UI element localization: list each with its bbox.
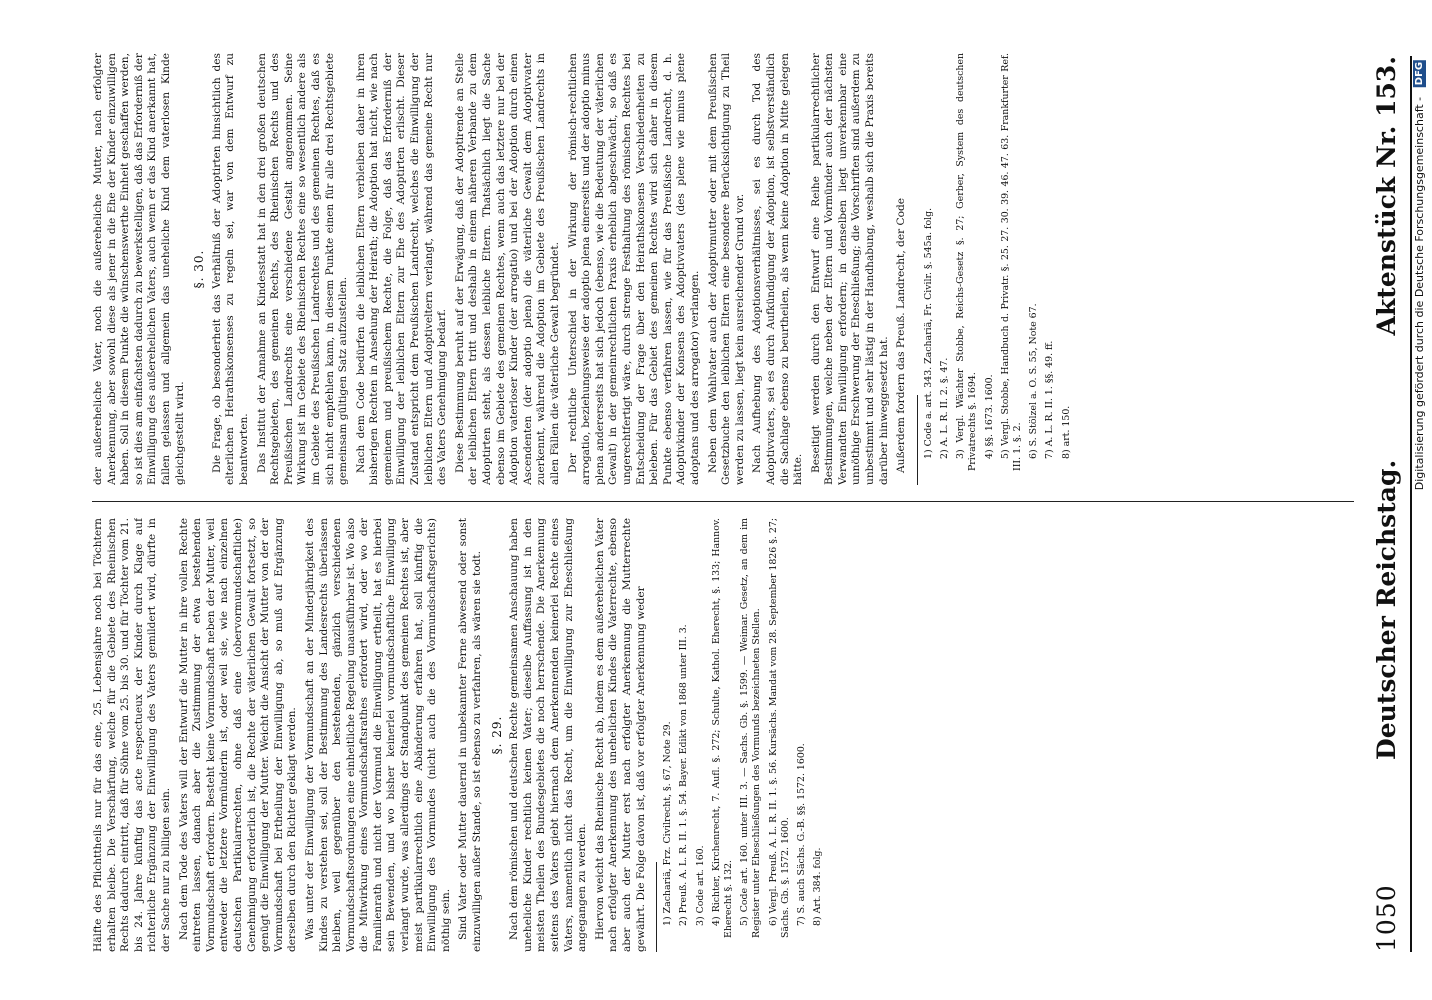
footnote-separator [917,395,918,485]
paragraph: Neben dem Wahlvater auch der Adoptivmutter oder mit dem Preußischen Gesetzbuche den leiblichen Eltern eine besondere Berücksichtigung zu Theil werden zu lassen, liegt kein ausreichender Grund vor. [706,53,746,485]
right-column [92,53,1354,485]
footnote: 6) Vergl. Preuß. A. L. R. II. 1. §. 56. Kursächs. Mandat vom 28. September 1826 §. 27; Sächs. Gb. §. 1572. 1600. [767,518,791,938]
column-divider [92,501,1354,502]
document-title: Aktenstück Nr. 153. [1371,56,1401,336]
paragraph: Beseitigt werden durch den Entwurf eine Reihe partikularrechtlicher Bestimmungen, welche neben der Eltern und Vormünder auch der nächsten Verwandten Einwilligung erfordern; in denselben liegt unverkennbar eine unnöthige Erschwerung der Eheschließung; die Vorschriften sind außerdem zu unbestimmt und sehr lästig in der Handhabung, weshalb sich die Praxis bereits darüber hinweggesetzt hat. [809,53,890,485]
footnote: 4) Richter, Kirchenrecht, 7. Aufl. §. 272; Schulte, Kathol. Eherecht, §. 133; Hannov. Eherecht §. 132. [710,518,734,938]
section-heading: §. 30. [192,249,207,289]
footnote: 4) §§. 1673. 1600. [983,374,995,459]
paragraph: Nach dem Code bedürfen die leiblichen Eltern verbleiben daher in ihren bisherigen Rechten in Ansehung der Heirath; die Adoption hat nicht, wie nach gemeinem und preußischem Rechte, die Folge, daß das Erforderniß der Einwilligung der leiblichen Eltern zur Ehe des Adoptirten erlischt. Dieser Zustand entspricht dem Preußischen Landrecht, welches die Einwilligung der leiblichen Eltern und Adoptiveltern verlangt, während das gemeine Recht nur des Vaters Genehmigung bedarf. [354,53,449,485]
paragraph: Nach dem Tode des Vaters will der Entwurf die Mutter in ihre vollen Rechte eintreten lassen, danach aber die Zustimmung der etwa bestehenden Vormundschaft erfordern. Besteht keine Vormundschaft neben der Mutter, weil entweder die letztere Vormünderin ist, oder weil sie, wie nach einzelnen deutschen Partikularrechten, ohne daß eine (obervormundschaftliche) Genehmigung erforderlich ist, die Rechte der väterlichen Gewalt fortsetzt, so genügt die Einwilligung der Mutter. Weicht die Ansicht der Mutter von der der Vormundschaft bei Ertheilung der Einwilligung ab, so muß auf Ergänzung derselben durch den Richter geklagt werden. [177,518,299,952]
footnote-separator [656,862,657,952]
paragraph: Hälfte des Pflichttheils nur für das eine, 25. Lebensjahre noch bei Töchtern erhalten bleibe. Die Verschärfung, welche für die Gebiete des Rheinischen Rechts dadurch eintritt, daß für Söhne vom 25. bis 30. und für Töchter vom 21. bis 24. Jahre künftig das acte respectueux der Kinder durch Klage auf richterliche Ergänzung der Einwilligung des Vaters gemildert wird, dürfte in der Sache nur zu billigen sein. [92,518,172,952]
paragraph: Diese Bestimmung beruht auf der Erwägung, daß der Adoptirende an Stelle der leiblichen Eltern tritt und deshalb in einem näheren Verbande zu dem Adoptirten steht, als dessen leibliche Eltern. Thatsächlich liegt die Sache ebenso im Gebiete des gemeinen Rechtes, wenn auch das letztere nur bei der Adoption vaterloser Kinder (der arrogatio) und bei der Adoption durch einen Ascendenten (der adoptio plena) die väterliche Gewalt dem Adoptivvater zuerkennt, während die Adoption im Gebiete des Preußischen Landrechts in allen Fällen die väterliche Gewalt begründet. [453,53,561,485]
footnote: 6) S. Stölzel a. O. S. 55, Note 67. [1028,303,1040,459]
credit-text: Digitalisierung gefördert durch die Deutsche Forschungsgemeinschaft - [1413,96,1426,491]
paragraph: Nach Aufhebung des Adoptionsverhältnisses, sei es durch Tod des Adoptivvaters, sei es durch Aufkündigung der Adoption, ist selbstverständlich die Sachlage ebenso zu beurtheilen, als wenn keine Adoption in Mitte gelegen hätte. [751,53,805,485]
paragraph: Außerdem fordern das Preuß. Landrecht, der Code [895,197,908,473]
footnote: 1) Code a. art. 343. Zachariä, Fr. Civilr. §. 545a. folg. [922,207,934,459]
paragraph: Der rechtliche Unterschied in der Wirkung der römisch-rechtlichen arrogatio, beziehungsweise der adoptio plena einerseits und der adoptio minus plena andererseits hat sich jedoch (ebenso, wie die Bedeutung der väterlichen Gewalt) in der gemeinrechtlichen Praxis erheblich abgeschwächt, so daß es ungerechtfertigt wäre, durch strenge Festhaltung des römischen Rechtes bei Entscheidung der Frage über den Heirathskonsens Verschiedenheiten zu beleben. Für das Gebiet des gemeinen Rechtes wird sich daher in diesem Punkte ebenso verfahren lassen, wie für das Preußische Landrecht, d. h. Adoptivkinder der Konsens des Adoptivvaters (des plene wie minus plene adoptans und des arrogator) verlangen. [566,53,701,485]
footnote: 8) Art. 384. folg. [812,847,824,926]
paragraph: Nach dem römischen und deutschen Rechte gemeinsamen Anschauung haben uneheliche Kinder rechtlich keinen Vater; dieselbe Auffassung ist in den meisten Theilen des Bundesgebietes die noch herrschende. Die Anerkennung seitens des Vaters giebt hiernach dem Anerkennenden keinerlei Rechte eines Vaters, namentlich nicht das Recht, um die Einwilligung zur Eheschließung angegangen zu werden. [508,518,589,952]
running-header [1362,56,1412,952]
paragraph: Was unter der Einwilligung der Vormundschaft an der Minderjährigkeit des Kindes zu verstehen sei, soll der Bestimmung des Landesrechts überlassen bleiben, weil gegenüber den bestehenden, gänzlich verschiedenen Vormundschaftsordnungen eine einheitliche Regelung unausführbar ist. Wo also die Mitwirkung eines Vormundschaftsrathes erfordert wird, oder wo der Familienrath und nicht der Vormund die Einwilligung ertheilt, hat es hierbei sein Bewenden, und wo bisher keinerlei vormundschaftliche Einwilligung verlangt wurde, was allerdings der Standpunkt des gemeinen Rechtes ist, aber meist partikularrechtlich eine Abänderung erfahren hat, soll künftig die Einwilligung des Vormundes (nicht auch die des Vormundschaftsgerichts) nöthig sein. [303,518,452,952]
left-column [92,518,1354,952]
footnote: 7) S. auch Sächs. G.-B. §§. 1572. 1600. [795,743,807,926]
footnote: 7) A. L. R. II. 1. §§. 49. ff. [1044,340,1056,459]
footnote: 2) A. L. R. II. 2. §. 47. [939,357,951,459]
footnote: 5) Code art. 160. unter III. 3. — Sachs. Gb. §. 1599. — Weimar. Gesetz, an dem im Register unter Eheschließungen des Vormunds bezeichneten Stellen. [739,518,763,938]
footnote: 3) Vergl. Wächter Stobbe, Reichs-Gesetz §. 27; Gerber, System des deutschen Privatrechts §. 1694. [955,53,979,471]
paragraph: Hiervon weicht das Rheinische Recht ab, indem es dem außerehelichen Vater nach erfolgter Anerkennung des unehelichen Kindes die Vaterrechte, ebenso aber auch der Mutter erst nach erfolgter Anerkennung die Mutterrechte gewährt. Die Folge davon ist, daß vor erfolgter Anerkennung weder [593,518,647,952]
digitization-credit [1413,60,1426,490]
footnote: 5) Vergl. Stobbe, Handbuch d. Privatr. §. 25. 27. 30. 39. 46. 47. 63. Frankfurter Ref. III. 1. §. 2. [999,53,1024,471]
publication-title: Deutscher Reichstag. [1371,459,1401,760]
section-heading: §. 29. [489,715,504,755]
footnote: 3) Code art. 160. [694,845,706,926]
paragraph: Die Frage, ob besonderheit das Verhältniß der Adoptirten hinsichtlich des elterlichen Heirathskonsenses zu regeln sei, war von dem Entwurf zu beantworten. [210,53,250,485]
footnote: 8) art. 150. [1060,405,1072,459]
footnote: 1) Zachariä, Frz. Civilrecht, §. 67, Note 29. [662,721,674,926]
paragraph: Das Institut der Annahme an Kindesstatt hat in den drei großen deutschen Rechtsgebieten, des gemeinen Rechts, des Rheinischen Rechts und des Preußischen Landrechts eine verschiedene Gestalt angenommen. Seine Wirkung ist im Gebiete des Rheinischen Rechtes eine so wesentlich andere als im Gebiete des Preußischen Landrechtes und des gemeinen Rechtes, daß es sich nicht empfehlen kann, in diesem Punkte einen für alle drei Rechtsgebiete gemeinsam gültigen Satz aufzustellen. [255,53,350,485]
paragraph: der außereheliche Vater, noch die außereheliche Mutter, nach erfolgter Anerkennung, aber sowohl diese als jener in die Ehe der Kinder einzuwilligen haben. Soll in diesem Punkte die wünschenswerthe Einheit geschaffen werden, so ist dies am einfachsten dadurch zu bewerkstelligen, daß das Erforderniß der Einwilligung des außerehelichen Vaters, auch wenn er das Kind anerkannt hat, fallen gelassen und allgemein das uneheliche Kind dem vaterlosen Kinde gleichgestellt wird. [92,53,186,485]
dfg-logo: DFG [1414,62,1425,86]
footnote: 2) Preuß. A. L. R. II. 1. §. 54. Bayer. Edikt von 1868 unter III. 3. [678,624,690,926]
paragraph: Sind Vater oder Mutter dauernd in unbekannter Ferne abwesend oder sonst einzuwilligen außer Stande, so ist ebenso zu verfahren, als wären sie todt. [457,518,484,952]
page-number: 1050 [1371,884,1401,952]
